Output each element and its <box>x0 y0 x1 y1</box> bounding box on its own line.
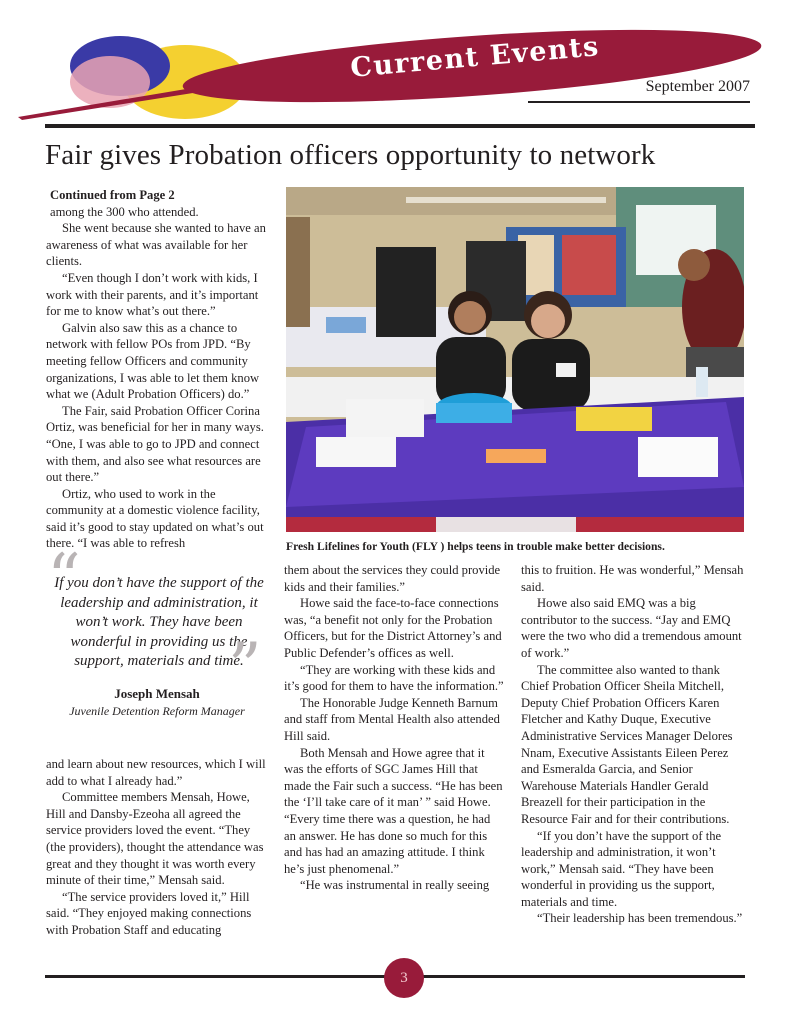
pull-quote-author-title: Juvenile Detention Reform Manager <box>69 704 245 718</box>
paragraph: “He was instrumental in really seeing <box>300 878 490 893</box>
paragraph: among the 300 who attended. <box>50 204 199 219</box>
page-number: 3 <box>384 958 424 998</box>
top-rule <box>45 124 755 128</box>
paragraph: The Fair, said Probation Officer Corina Ortiz, was beneficial for her in many ways. “One, I was able to go to JPD and connect with them, and also see what resources are out there.” <box>46 403 264 485</box>
paragraph: The Honorable Judge Kenneth Barnum and staff from Mental Health also attended Hill said. <box>284 695 500 743</box>
pull-quote-author: Joseph Mensah <box>114 686 200 701</box>
paragraph: The committee also wanted to thank Chief Probation Officer Sheila Mitchell, Deputy Chief Probation Officers Karen Fletcher and Kathy Duque, Executive Administrative Services Manager Delores Nnam, Executive Assistants Eileen Perez and Esmeralda Garcia, and Senior Warehouse Materials Handler Gerald Breazell for their participation in the Resource Fair and for their contributions. <box>521 662 733 826</box>
paragraph: “Even though I don’t work with kids, I work with their parents, and it’s important for me to know what’s out there.” <box>46 270 259 319</box>
issue-date: September 2007 <box>645 78 750 95</box>
paragraph: this to fruition. He was wonderful,” Mensah said. <box>521 563 744 594</box>
paragraph: Ortiz, who used to work in the community at a domestic violence facility, said it’s good to stay updated on what’s out there. “I was able to refresh <box>46 486 264 551</box>
paragraph: Howe also said EMQ was a big contributor to the success. “Jay and EMQ were the two who did a tremendous amount of work.” <box>521 596 742 660</box>
pull-quote-text: If you don’t have the support of the leadership and administration, it won’t work. They have been wonderful in providing us the support, materials and time. <box>54 575 264 669</box>
paragraph: “The service providers loved it,” Hill said. “They enjoyed making connections with Probation Staff and educating <box>46 889 252 937</box>
article-photo <box>286 187 744 532</box>
section-title: Current Events <box>349 31 601 84</box>
paragraph: Howe said the face-to-face connections was, “a benefit not only for the Probation Officers, but for the District Attorney’s and Public Defender’s offices as well. <box>284 596 502 660</box>
column-1-top <box>46 187 270 552</box>
open-quote-mark: “ <box>47 540 81 617</box>
paragraph: “Their leadership has been tremendous.” <box>537 911 743 926</box>
close-quote-mark: ” <box>228 629 262 706</box>
column-1-bottom <box>46 756 270 939</box>
date-rule <box>528 101 750 103</box>
photo-illustration <box>286 187 744 532</box>
article-headline: Fair gives Probation officers opportunity to network <box>45 139 656 171</box>
column-2 <box>284 562 504 894</box>
paragraph: Galvin also saw this as a chance to network with fellow POs from JPD. “By meeting fellow Officers and community organizations, I was able to let them know what we (Adult Probation Officers) do.” <box>46 320 260 402</box>
paragraph: Both Mensah and Howe agree that it was the efforts of SGC James Hill that made the Fair such a success. “He has been the ‘I’ll take care of it man’ ” said Howe. “Every time there was a question, he had an answer. He has done so much for this and has had an amazing attitude. I think he’s just phenomenal.” <box>284 745 503 876</box>
paragraph: Committee members Mensah, Howe, Hill and Dansby-Ezeoha all agreed the service providers loved the event. “They (the providers), thought the attendance was great and they thought it was worth every minute of their time,” Mensah said. <box>46 790 264 888</box>
paragraph: She went because she wanted to have an awareness of what was available for her clients. <box>46 221 266 269</box>
continued-from-label: Continued from Page 2 <box>50 188 175 202</box>
column-3 <box>521 562 747 927</box>
paragraph: and learn about new resources, which I will add to what I already had.” <box>46 757 266 788</box>
paragraph: “If you don’t have the support of the leadership and administration, it won’t work,” Mensah said. “They have been wonderful in providing us the support, materials and time. <box>521 828 722 909</box>
paragraph: them about the services they could provide kids and their families.” <box>284 563 501 594</box>
photo-caption: Fresh Lifelines for Youth (FLY ) helps teens in trouble make better decisions. <box>286 540 665 553</box>
paragraph: “They are working with these kids and it’s good for them to have the information.” <box>284 662 504 694</box>
